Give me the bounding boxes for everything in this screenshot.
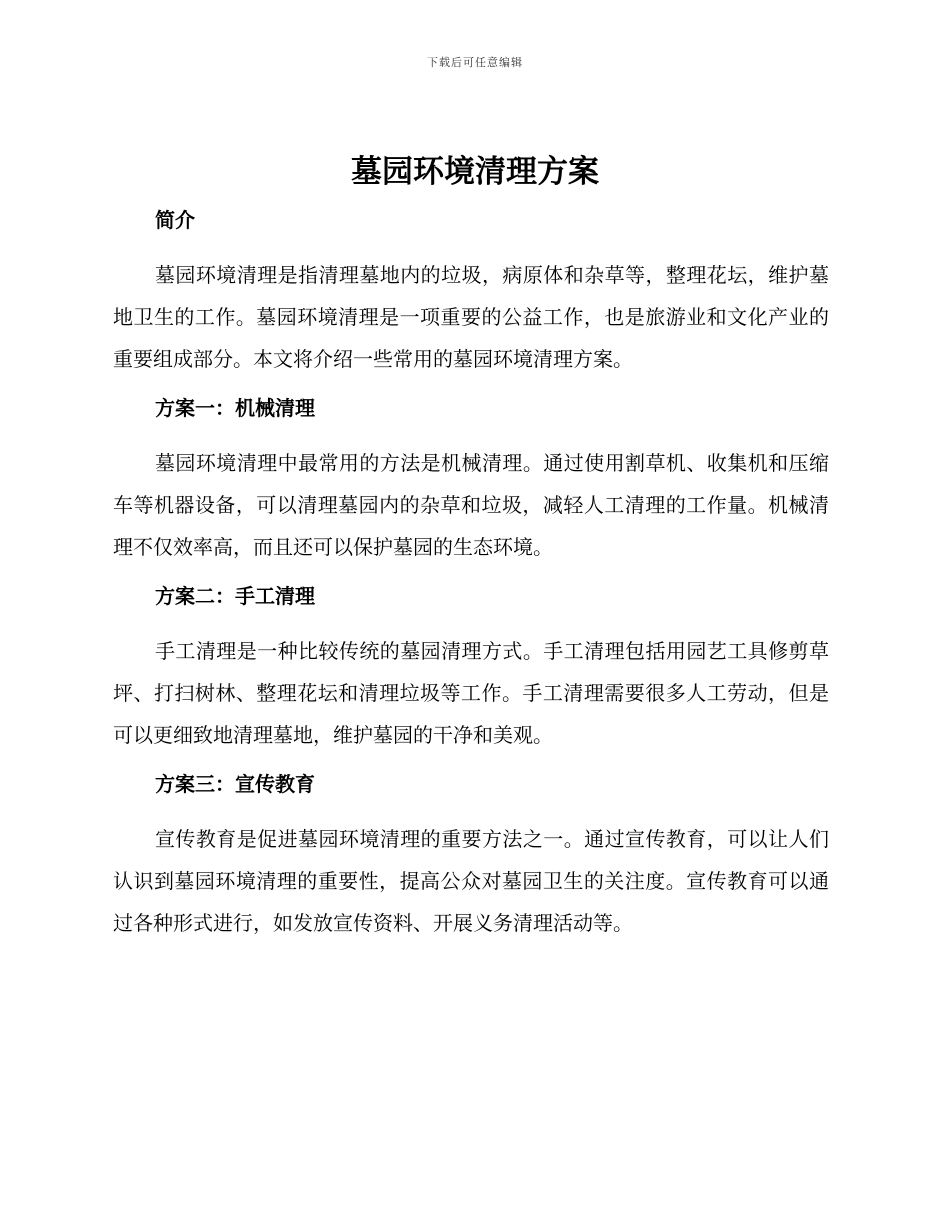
section-heading-plan-1: 方案一：机械清理: [155, 396, 315, 420]
section-paragraph-plan-1: 墓园环境清理中最常用的方法是机械清理。通过使用割草机、收集机和压缩车等机器设备，可以清理墓园内的杂草和垃圾，减轻人工清理的工作量。机械清理不仅效率高，而且还可以保护墓园的生态环境。: [113, 451, 829, 559]
section-heading-plan-2: 方案二：手工清理: [155, 584, 315, 608]
section-paragraph-plan-2: 手工清理是一种比较传统的墓园清理方式。手工清理包括用园艺工具修剪草坪、打扫树林、整理花坛和清理垃圾等工作。手工清理需要很多人工劳动，但是可以更细致地清理墓地，维护墓园的干净和美观。: [113, 639, 829, 747]
header-note: 下载后可任意编辑: [427, 56, 523, 69]
section-paragraph-intro: 墓园环境清理是指清理墓地内的垃圾，病原体和杂草等，整理花坛，维护墓地卫生的工作。墓园环境清理是一项重要的公益工作，也是旅游业和文化产业的重要组成部分。本文将介绍一些常用的墓园环境清理方案。: [113, 263, 829, 371]
section-heading-plan-3: 方案三：宣传教育: [155, 772, 315, 796]
document-body: [113, 202, 829, 944]
document-title: 墓园环境清理方案: [351, 154, 599, 190]
section-paragraph-plan-3: 宣传教育是促进墓园环境清理的重要方法之一。通过宣传教育，可以让人们认识到墓园环境清理的重要性，提高公众对墓园卫生的关注度。宣传教育可以通过各种形式进行，如发放宣传资料、开展义务清理活动等。: [113, 827, 829, 935]
section-heading-intro: 简介: [155, 208, 195, 232]
